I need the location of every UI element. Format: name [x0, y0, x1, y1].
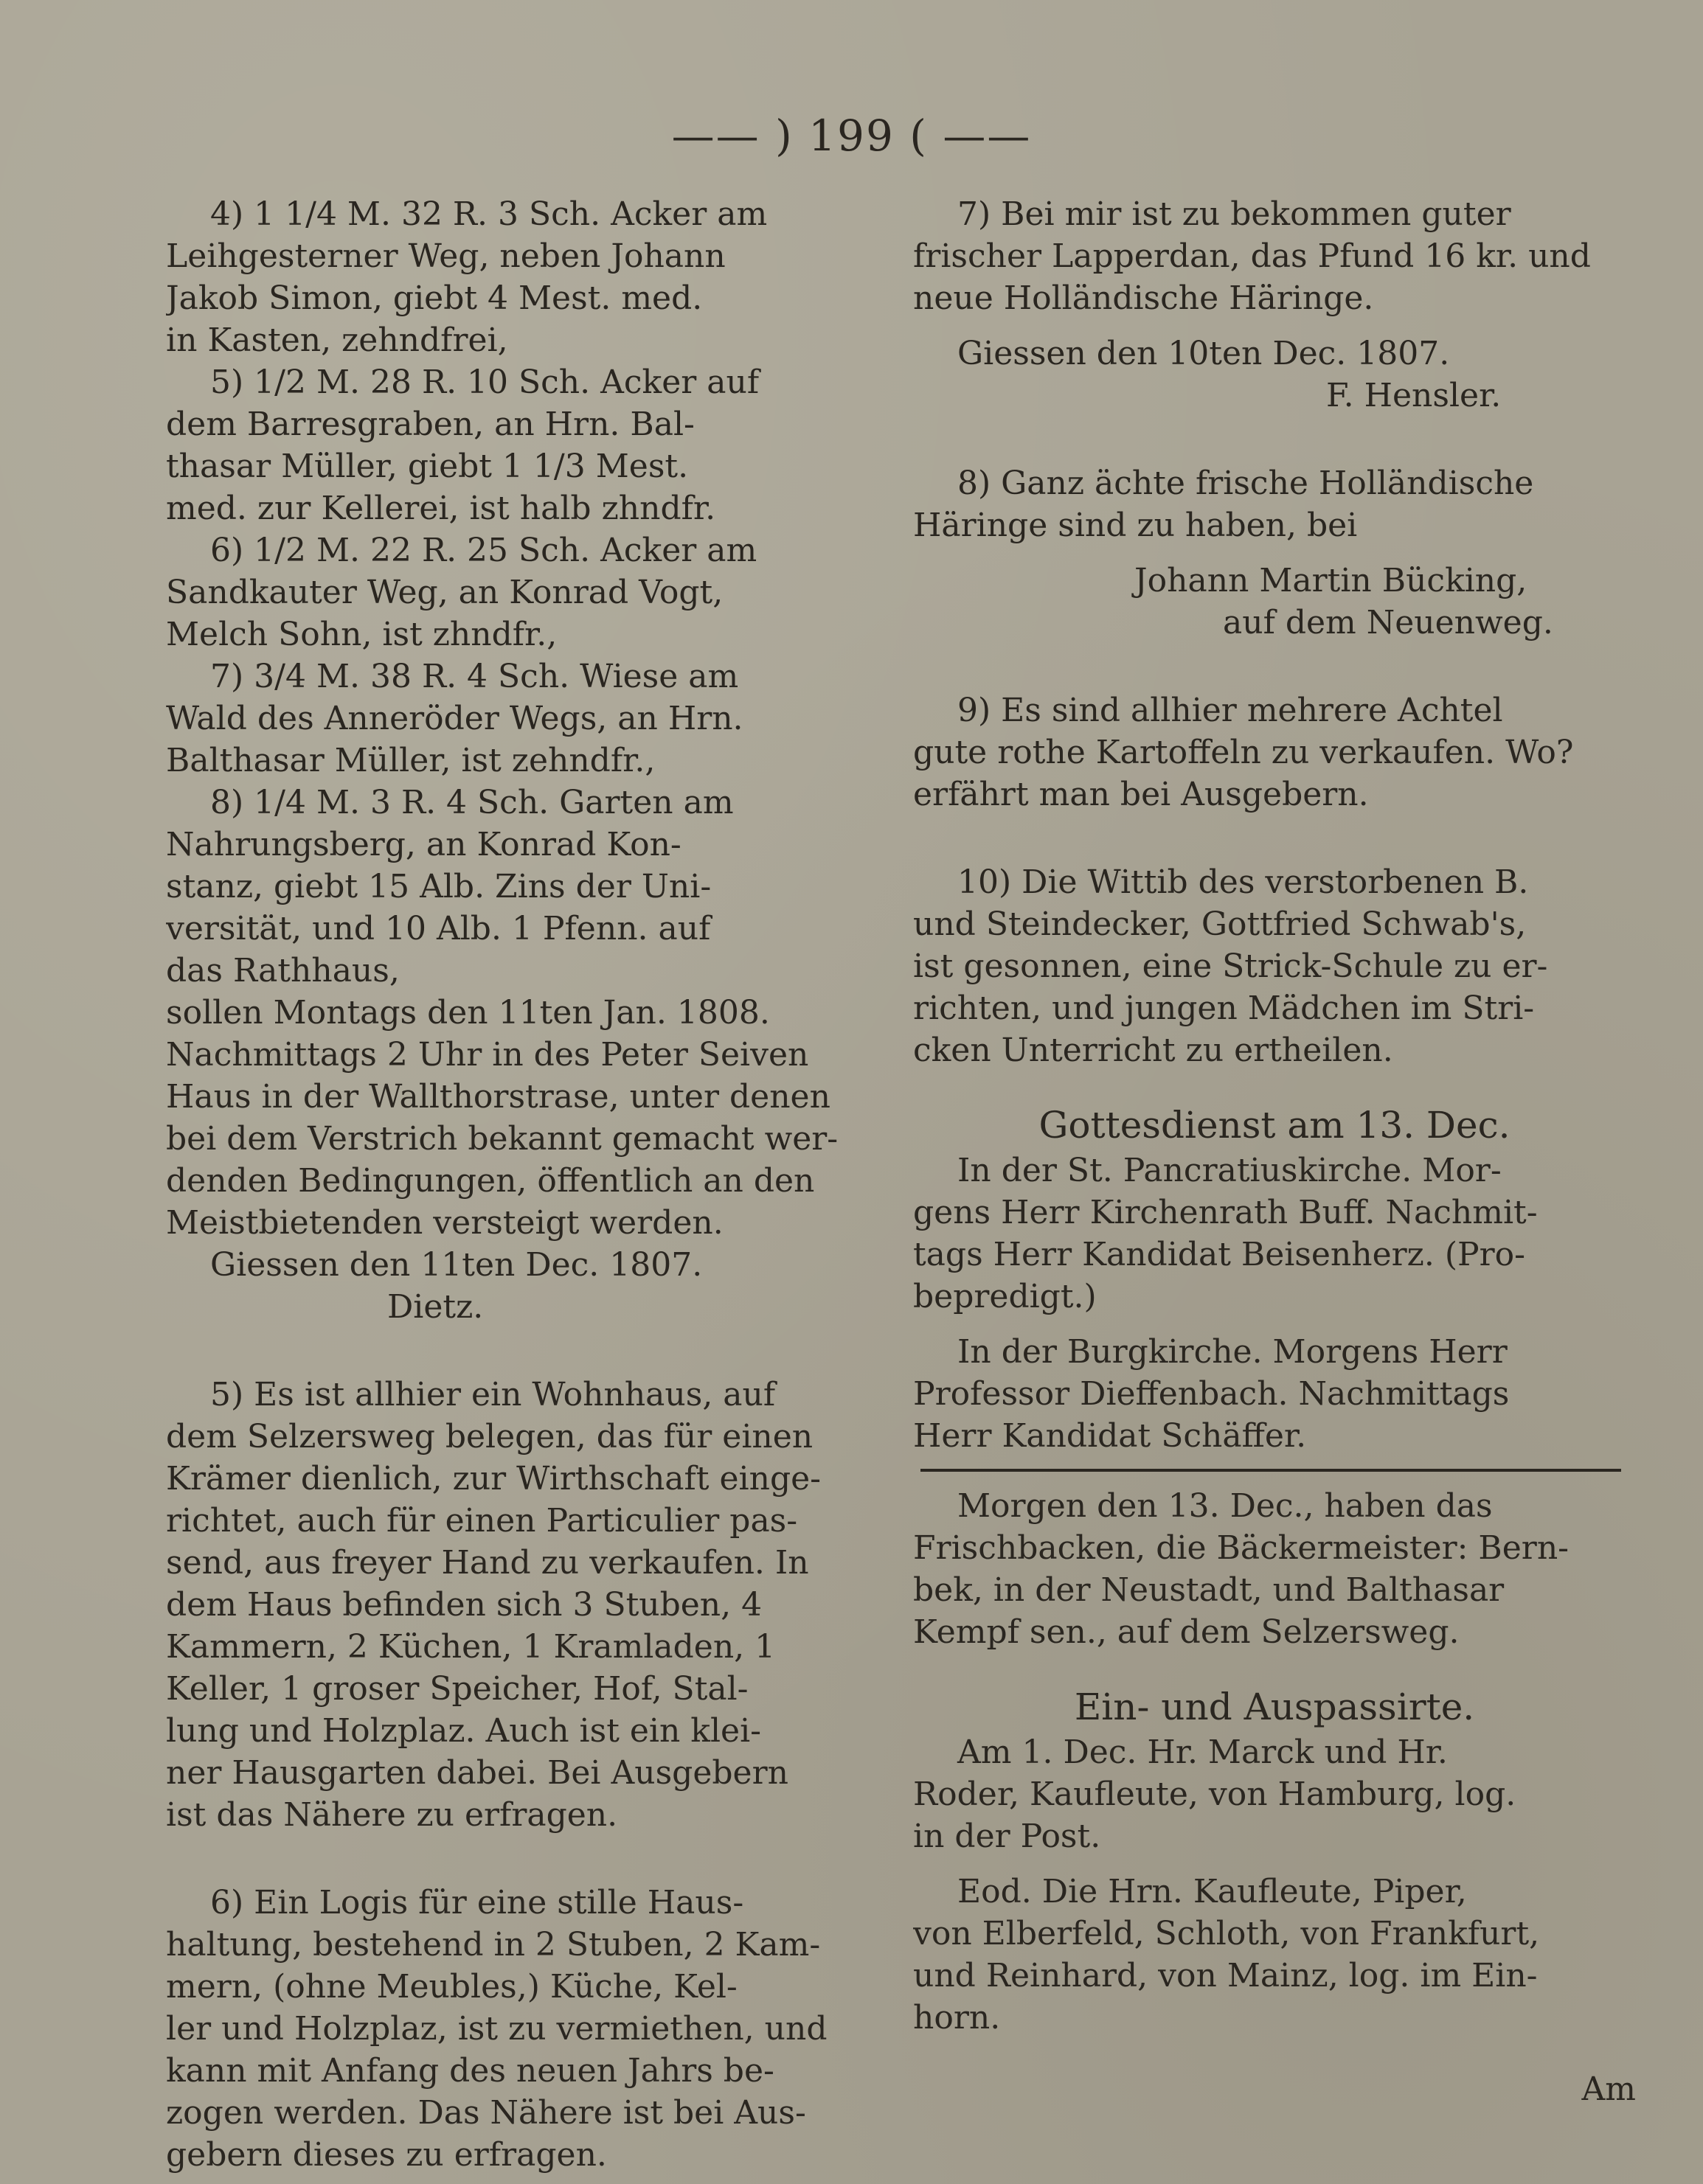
text-line: Meistbietenden versteigt werden. [166, 1204, 724, 1242]
text-line: Dietz. [387, 1288, 484, 1326]
text-line: gute rothe Kartoffeln zu verkaufen. Wo? [913, 734, 1574, 771]
text-line: 10) Die Wittib des verstorbenen B. [957, 863, 1529, 901]
text-line: send, aus freyer Hand zu verkaufen. In [166, 1544, 809, 1582]
text-line: tags Herr Kandidat Beisenherz. (Pro- [913, 1236, 1525, 1273]
paragraph-gap [913, 417, 1636, 462]
text-line: ler und Holzplaz, ist zu vermiethen, und [166, 2010, 828, 2048]
text-line: dem Haus befinden sich 3 Stuben, 4 [166, 1586, 763, 1624]
text-line: in Kasten, zehndfrei, [166, 321, 508, 359]
text-line: 5) 1/2 M. 28 R. 10 Sch. Acker auf [210, 364, 760, 401]
text-line: Krämer dienlich, zur Wirthschaft einge- [166, 1460, 822, 1498]
section-heading: Ein- und Auspassirte. [1074, 1686, 1475, 1728]
text-line: frischer Lapperdan, das Pfund 16 kr. und [913, 237, 1591, 275]
right-column [913, 193, 1636, 2110]
text-line: cken Unterricht zu ertheilen. [913, 1032, 1393, 1069]
text-line: bei dem Verstrich bekannt gemacht wer- [166, 1120, 839, 1158]
text-line: 6) Ein Logis für eine stille Haus- [210, 1884, 744, 1922]
text-line: von Elberfeld, Schloth, von Frankfurt, [913, 1915, 1540, 1952]
text-line: denden Bedingungen, öffentlich an den [166, 1162, 815, 1200]
text-line: dem Selzersweg belegen, das für einen [166, 1418, 814, 1456]
text-line: Am 1. Dec. Hr. Marck und Hr. [957, 1733, 1448, 1771]
text-line: Leihgesterner Weg, neben Johann [166, 237, 726, 275]
paragraph-gap [913, 1857, 1636, 1871]
text-line: ner Hausgarten dabei. Bei Ausgebern [166, 1754, 788, 1792]
text-line: Morgen den 13. Dec., haben das [957, 1487, 1493, 1525]
page-number: —— ) 199 ( —— [671, 111, 1032, 161]
text-line: Nahrungsberg, an Konrad Kon- [166, 826, 681, 863]
text-line: 4) 1 1/4 M. 32 R. 3 Sch. Acker am [210, 195, 768, 233]
text-line: Wald des Anneröder Wegs, an Hrn. [166, 700, 743, 737]
text-line: bek, in der Neustadt, und Balthasar [913, 1571, 1505, 1609]
text-line: ist gesonnen, eine Strick-Schule zu er- [913, 947, 1548, 985]
text-line: 7) 3/4 M. 38 R. 4 Sch. Wiese am [210, 658, 739, 695]
text-line: 6) 1/2 M. 22 R. 25 Sch. Acker am [210, 532, 757, 569]
text-line: Johann Martin Bücking, [1134, 562, 1527, 599]
text-line: Frischbacken, die Bäckermeister: Bern- [913, 1529, 1570, 1567]
paragraph-gap [913, 1653, 1636, 1683]
text-line: neue Holländische Häringe. [913, 279, 1374, 317]
text-line: thasar Müller, giebt 1 1/3 Mest. [166, 448, 689, 485]
text-line: lung und Holzplaz. Auch ist ein klei- [166, 1712, 762, 1750]
text-line: kann mit Anfang des neuen Jahrs be- [166, 2052, 774, 2090]
text-line: erfährt man bei Ausgebern. [913, 776, 1369, 813]
text-line: gebern dieses zu erfragen. [166, 2136, 607, 2174]
paragraph-gap [913, 546, 1636, 560]
text-line: Häringe sind zu haben, bei [913, 507, 1358, 544]
text-line: und Steindecker, Gottfried Schwab's, [913, 905, 1527, 943]
paragraph-gap [913, 1318, 1636, 1331]
text-line: Keller, 1 groser Speicher, Hof, Stal- [166, 1670, 749, 1708]
text-line: stanz, giebt 15 Alb. Zins der Uni- [166, 868, 712, 905]
text-line: 8) Ganz ächte frische Holländische [957, 465, 1534, 502]
text-line: mern, (ohne Meubles,) Küche, Kel- [166, 1968, 738, 2006]
text-line: Haus in der Wallthorstrase, unter denen [166, 1078, 830, 1116]
text-line: Giessen den 10ten Dec. 1807. [957, 335, 1450, 372]
text-line: und Reinhard, von Mainz, log. im Ein- [913, 1957, 1538, 1995]
text-line: Sandkauter Weg, an Konrad Vogt, [166, 574, 724, 611]
text-line: Herr Kandidat Schäffer. [913, 1417, 1307, 1455]
text-line: in der Post. [913, 1818, 1101, 1855]
paragraph-gap [166, 1328, 878, 1374]
text-line: dem Barresgraben, an Hrn. Bal- [166, 406, 695, 443]
text-line: 7) Bei mir ist zu bekommen guter [957, 195, 1511, 233]
text-line: Jakob Simon, giebt 4 Mest. med. [166, 279, 703, 317]
text-line: med. zur Kellerei, ist halb zhndfr. [166, 490, 716, 527]
text-line: bepredigt.) [913, 1278, 1097, 1315]
text-line: versität, und 10 Alb. 1 Pfenn. auf [166, 910, 711, 947]
text-line: auf dem Neuenweg. [1223, 604, 1553, 641]
text-line: Professor Dieffenbach. Nachmittags [913, 1375, 1510, 1413]
paragraph-gap [913, 1071, 1636, 1101]
text-line: richtet, auch für einen Particulier pas- [166, 1502, 798, 1540]
text-line: ist das Nähere zu erfragen. [166, 1796, 618, 1834]
paragraph-gap [913, 319, 1636, 333]
text-line: gens Herr Kirchenrath Buff. Nachmit- [913, 1194, 1538, 1231]
text-line: Kammern, 2 Küchen, 1 Kramladen, 1 [166, 1628, 776, 1666]
text-line: F. Hensler. [1326, 377, 1502, 414]
paragraph-gap [166, 1836, 878, 1882]
left-column [166, 193, 878, 2176]
section-divider [920, 1469, 1621, 1472]
text-line: 5) Es ist allhier ein Wohnhaus, auf [210, 1376, 776, 1413]
paragraph-gap [913, 644, 1636, 689]
section-heading: Gottesdienst am 13. Dec. [1038, 1104, 1510, 1147]
text-line: Eod. Die Hrn. Kaufleute, Piper, [957, 1873, 1467, 1910]
text-line: sollen Montags den 11ten Jan. 1808. [166, 994, 770, 1032]
text-line: Nachmittags 2 Uhr in des Peter Seiven [166, 1036, 809, 1074]
text-line: das Rathhaus, [166, 952, 400, 990]
text-line: Kempf sen., auf dem Selzersweg. [913, 1613, 1460, 1651]
text-line: Roder, Kaufleute, von Hamburg, log. [913, 1776, 1516, 1813]
text-line: 9) Es sind allhier mehrere Achtel [957, 692, 1503, 729]
catchword: Am [1581, 2070, 1636, 2108]
text-line: In der Burgkirche. Morgens Herr [957, 1333, 1508, 1371]
text-line: haltung, bestehend in 2 Stuben, 2 Kam- [166, 1926, 821, 1964]
text-line: In der St. Pancratiuskirche. Mor- [957, 1152, 1502, 1189]
text-line: 8) 1/4 M. 3 R. 4 Sch. Garten am [210, 784, 734, 821]
paragraph-gap [913, 2039, 1636, 2068]
text-line: zogen werden. Das Nähere ist bei Aus- [166, 2094, 806, 2132]
text-line: Giessen den 11ten Dec. 1807. [210, 1246, 703, 1284]
text-line: Melch Sohn, ist zhndfr., [166, 616, 558, 653]
text-line: richten, und jungen Mädchen im Stri- [913, 990, 1535, 1027]
paragraph-gap [913, 815, 1636, 861]
text-line: Balthasar Müller, ist zehndfr., [166, 742, 656, 779]
text-line: horn. [913, 1999, 1001, 2037]
